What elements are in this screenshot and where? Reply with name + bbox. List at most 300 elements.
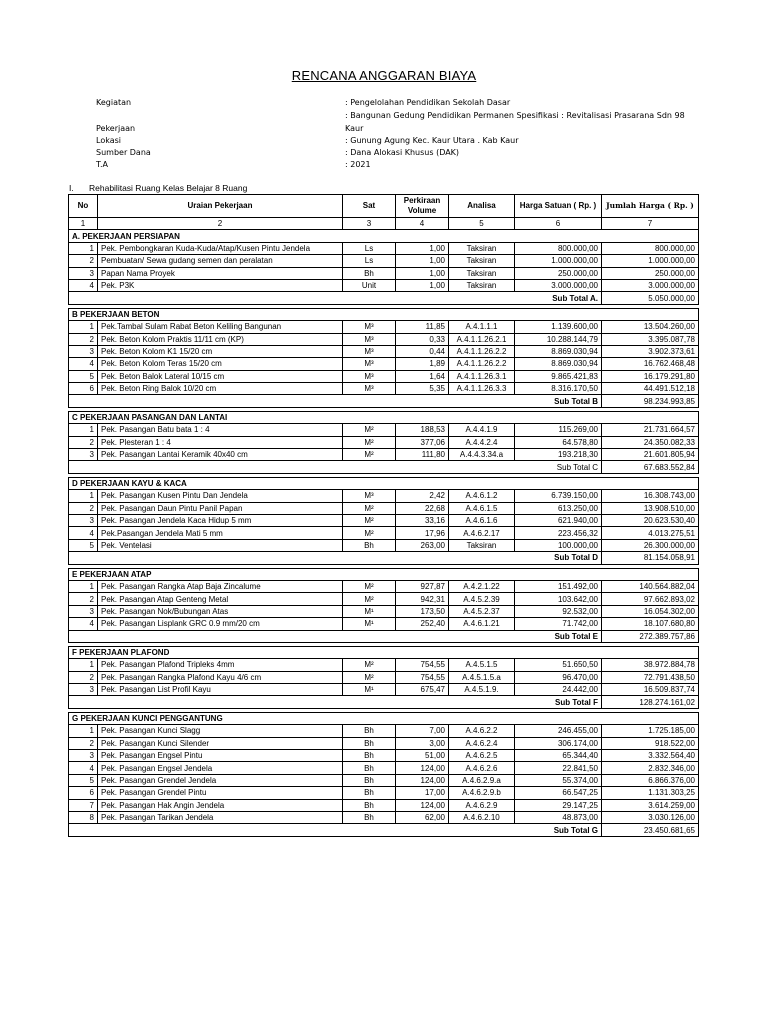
table-cell: A.4.5.1.9. <box>449 684 515 696</box>
table-cell: 33,16 <box>396 514 449 526</box>
table-cell: 16.179.291,80 <box>602 370 699 382</box>
table-cell: 3 <box>69 684 98 696</box>
table-cell: 1.139.600,00 <box>515 321 602 333</box>
table-cell: 2 <box>69 737 98 749</box>
info-label: T.A <box>96 160 108 169</box>
table-cell: M³ <box>343 333 396 345</box>
table-cell: 675,47 <box>396 684 449 696</box>
table-cell: Pek. Pasangan Hak Angin Jendela <box>98 799 343 811</box>
table-cell: 7 <box>69 799 98 811</box>
table-cell: 103.642,00 <box>515 593 602 605</box>
table-cell: 22,68 <box>396 502 449 514</box>
group-title: C PEKERJAAN PASANGAN DAN LANTAI <box>69 411 699 423</box>
table-cell: Pek. Pembongkaran Kuda-Kuda/Atap/Kusen Pintu Jendela <box>98 242 343 254</box>
subtotal-value: 5.050.000,00 <box>602 292 699 304</box>
table-cell: 754,55 <box>396 671 449 683</box>
table-row <box>69 242 699 254</box>
table-cell: Pek. Pasangan Engsel Pintu <box>98 750 343 762</box>
table-row <box>69 436 699 448</box>
info-value: : Gunung Agung Kec. Kaur Utara . Kab Kaur <box>345 136 519 145</box>
table-cell: 64.578,80 <box>515 436 602 448</box>
column-number: 1 <box>69 218 98 230</box>
col-volume: Perkiraan Volume <box>396 195 449 218</box>
table-cell: 13.504.260,00 <box>602 321 699 333</box>
table-row <box>69 605 699 617</box>
group-title: E PEKERJAAN ATAP <box>69 568 699 580</box>
table-cell: 6 <box>69 787 98 799</box>
col-analisa: Analisa <box>449 195 515 218</box>
table-cell: 1,00 <box>396 242 449 254</box>
table-cell: Pek. Pasangan Jendela Kaca Hidup 5 mm <box>98 514 343 526</box>
table-cell: A.4.6.2.9.a <box>449 774 515 786</box>
info-value: : Bangunan Gedung Pendidikan Permanen Spesifikasi : Revitalisasi Prasarana Sdn 98 <box>345 111 685 120</box>
table-cell: A.4.1.1.1 <box>449 321 515 333</box>
table-cell: A.4.5.1.5 <box>449 659 515 671</box>
table-cell: Pek. Pasangan Rangka Plafond Kayu 4/6 cm <box>98 671 343 683</box>
subtotal-value: 23.450.681,65 <box>602 824 699 836</box>
table-cell: Ls <box>343 242 396 254</box>
info-label: Sumber Dana <box>96 148 151 157</box>
col-uraian: Uraian Pekerjaan <box>98 195 343 218</box>
table-cell: 24.442,00 <box>515 684 602 696</box>
subtotal-label: Sub Total C <box>69 461 602 473</box>
table-cell: 3 <box>69 750 98 762</box>
table-cell: M² <box>343 502 396 514</box>
table-cell: 377,06 <box>396 436 449 448</box>
table-row <box>69 267 699 279</box>
table-cell: Pek. Ventelasi <box>98 539 343 551</box>
table-cell: 13.908.510,00 <box>602 502 699 514</box>
table-cell: Pek. Beton Balok Lateral 10/15 cm <box>98 370 343 382</box>
table-cell: 7,00 <box>396 725 449 737</box>
subtotal-row <box>69 552 699 564</box>
table-cell: 2 <box>69 593 98 605</box>
table-cell: 5 <box>69 774 98 786</box>
table-row <box>69 762 699 774</box>
table-cell: 29.147,25 <box>515 799 602 811</box>
table-cell: 3.332.564,40 <box>602 750 699 762</box>
table-row <box>69 659 699 671</box>
table-cell: A.4.1.1.26.3.3 <box>449 383 515 395</box>
table-cell: A.4.6.1.21 <box>449 618 515 630</box>
table-cell: 4 <box>69 762 98 774</box>
table-cell: Pek. Pasangan Kunci Slagg <box>98 725 343 737</box>
table-cell: 800.000,00 <box>515 242 602 254</box>
table-cell: 8.316.170,50 <box>515 383 602 395</box>
column-number: 5 <box>449 218 515 230</box>
table-cell: 252,40 <box>396 618 449 630</box>
table-cell: Pek. Pasangan Kusen Pintu Dan Jendela <box>98 490 343 502</box>
info-label: Pekerjaan <box>96 124 136 133</box>
table-cell: M³ <box>343 345 396 357</box>
table-row <box>69 345 699 357</box>
table-cell: Ls <box>343 255 396 267</box>
table-cell: Bh <box>343 725 396 737</box>
table-cell: 1 <box>69 580 98 592</box>
table-cell: M¹ <box>343 618 396 630</box>
table-row <box>69 321 699 333</box>
table-cell: 140.564.882,04 <box>602 580 699 592</box>
table-cell: A.4.6.2.10 <box>449 811 515 823</box>
info-value: Kaur <box>345 124 364 133</box>
table-cell: 71.742,00 <box>515 618 602 630</box>
table-cell: 44.491.512,18 <box>602 383 699 395</box>
table-cell: 3,00 <box>396 737 449 749</box>
column-number: 3 <box>343 218 396 230</box>
table-cell: A.4.2.1.22 <box>449 580 515 592</box>
page-title: RENCANA ANGGARAN BIAYA <box>291 68 477 83</box>
table-cell: 115.269,00 <box>515 424 602 436</box>
table-row <box>69 333 699 345</box>
group-header <box>69 477 699 489</box>
table-cell: 621.940,00 <box>515 514 602 526</box>
subtotal-row <box>69 461 699 473</box>
table-cell: 16.308.743,00 <box>602 490 699 502</box>
table-cell: 8.869.030,94 <box>515 358 602 370</box>
table-cell: A.4.4.1.9 <box>449 424 515 436</box>
table-cell: 1,64 <box>396 370 449 382</box>
table-cell: Unit <box>343 279 396 291</box>
table-cell: 8 <box>69 811 98 823</box>
table-cell: M³ <box>343 358 396 370</box>
info-value: : Pengelolahan Pendidikan Sekolah Dasar <box>345 98 511 107</box>
col-harga: Harga Satuan ( Rp. ) <box>515 195 602 218</box>
group-title: D PEKERJAAN KAYU & KACA <box>69 477 699 489</box>
table-cell: 3.000.000,00 <box>515 279 602 291</box>
table-row <box>69 449 699 461</box>
table-cell: 3 <box>69 514 98 526</box>
table-cell: 16.509.837,74 <box>602 684 699 696</box>
table-cell: 6 <box>69 383 98 395</box>
table-cell: 24.350.082,33 <box>602 436 699 448</box>
subtotal-value: 272.389.757,86 <box>602 630 699 642</box>
column-number-row <box>69 218 699 230</box>
table-cell: A.4.6.2.2 <box>449 725 515 737</box>
table-cell: 1.725.185,00 <box>602 725 699 737</box>
table-row <box>69 383 699 395</box>
table-cell: 62,00 <box>396 811 449 823</box>
table-cell: A.4.6.2.5 <box>449 750 515 762</box>
table-cell: 3.000.000,00 <box>602 279 699 291</box>
table-cell: M² <box>343 424 396 436</box>
table-cell: 3 <box>69 267 98 279</box>
table-cell: Pek.Pasangan Jendela Mati 5 mm <box>98 527 343 539</box>
table-cell: M¹ <box>343 684 396 696</box>
table-row <box>69 539 699 551</box>
table-cell: 66.547,25 <box>515 787 602 799</box>
table-cell: 124,00 <box>396 799 449 811</box>
group-header <box>69 712 699 724</box>
table-cell: A.4.6.2.9 <box>449 799 515 811</box>
table-cell: 38.972.884,78 <box>602 659 699 671</box>
table-cell: Bh <box>343 774 396 786</box>
table-cell: 72.791.438,50 <box>602 671 699 683</box>
table-cell: Pek. Pasangan Batu bata 1 : 4 <box>98 424 343 436</box>
column-number: 2 <box>98 218 343 230</box>
table-cell: 51,00 <box>396 750 449 762</box>
table-cell: 250.000,00 <box>515 267 602 279</box>
table-row <box>69 684 699 696</box>
table-row <box>69 671 699 683</box>
subtotal-value: 128.274.161,02 <box>602 696 699 708</box>
table-cell: 100.000,00 <box>515 539 602 551</box>
table-cell: Bh <box>343 799 396 811</box>
table-cell: Pek. Pasangan Daun Pintu Panil Papan <box>98 502 343 514</box>
column-number: 6 <box>515 218 602 230</box>
table-cell: 11,85 <box>396 321 449 333</box>
table-cell: A.4.6.1.5 <box>449 502 515 514</box>
table-cell: A.4.6.2.9.b <box>449 787 515 799</box>
table-cell: 246.455,00 <box>515 725 602 737</box>
table-cell: Pek. Pasangan Tarikan Jendela <box>98 811 343 823</box>
table-cell: Pek. Pasangan List Profil Kayu <box>98 684 343 696</box>
table-cell: 5 <box>69 539 98 551</box>
table-cell: Pek. Pasangan Grendel Jendela <box>98 774 343 786</box>
table-row <box>69 255 699 267</box>
table-cell: Taksiran <box>449 267 515 279</box>
table-row <box>69 787 699 799</box>
table-cell: Pek. Pasangan Kunci Silender <box>98 737 343 749</box>
table-cell: A.4.1.1.26.2.2 <box>449 345 515 357</box>
table-cell: Bh <box>343 811 396 823</box>
table-cell: A.4.6.1.6 <box>449 514 515 526</box>
info-label: Kegiatan <box>96 98 132 107</box>
group-title: A. PEKERJAAN PERSIAPAN <box>69 230 699 242</box>
table-cell: 1 <box>69 242 98 254</box>
table-cell: Pek. Pasangan Atap Genteng Metal <box>98 593 343 605</box>
table-cell: 5,35 <box>396 383 449 395</box>
table-cell: 193.218,30 <box>515 449 602 461</box>
table-cell: 151.492,00 <box>515 580 602 592</box>
table-row <box>69 514 699 526</box>
subtotal-label: Sub Total F <box>69 696 602 708</box>
table-row <box>69 370 699 382</box>
subtotal-value: 67.683.552,84 <box>602 461 699 473</box>
subtotal-label: Sub Total A. <box>69 292 602 304</box>
table-cell: 1 <box>69 321 98 333</box>
table-cell: Pek. Pasangan Grendel Pintu <box>98 787 343 799</box>
col-no: No <box>69 195 98 218</box>
table-cell: 1.131.303,25 <box>602 787 699 799</box>
table-row <box>69 593 699 605</box>
section-number: I. <box>69 183 74 193</box>
table-cell: 613.250,00 <box>515 502 602 514</box>
table-cell: A.4.6.2.4 <box>449 737 515 749</box>
col-jumlah: Jumlah Harga ( Rp. ) <box>602 195 699 218</box>
table-cell: A.4.6.2.17 <box>449 527 515 539</box>
table-cell: Pek. P3K <box>98 279 343 291</box>
info-value: : 2021 <box>345 160 371 169</box>
table-cell: 3.614.259,00 <box>602 799 699 811</box>
table-cell: Taksiran <box>449 279 515 291</box>
table-cell: M³ <box>343 321 396 333</box>
table-cell: A.4.4.2.4 <box>449 436 515 448</box>
table-cell: 111,80 <box>396 449 449 461</box>
table-cell: 3 <box>69 449 98 461</box>
table-cell: 263,00 <box>396 539 449 551</box>
table-cell: 2 <box>69 502 98 514</box>
table-cell: A.4.1.1.26.3.1 <box>449 370 515 382</box>
table-cell: 22.841,50 <box>515 762 602 774</box>
table-cell: 173,50 <box>396 605 449 617</box>
table-cell: Pembuatan/ Sewa gudang semen dan peralatan <box>98 255 343 267</box>
table-cell: 3.902.373,61 <box>602 345 699 357</box>
info-value: : Dana Alokasi Khusus (DAK) <box>345 148 460 157</box>
table-row <box>69 774 699 786</box>
table-cell: M² <box>343 580 396 592</box>
table-cell: 1,00 <box>396 267 449 279</box>
table-row <box>69 279 699 291</box>
table-cell: Bh <box>343 267 396 279</box>
group-header <box>69 230 699 242</box>
table-cell: Pek. Pasangan Rangka Atap Baja Zincalume <box>98 580 343 592</box>
table-row <box>69 750 699 762</box>
table-cell: 754,55 <box>396 659 449 671</box>
table-cell: A.4.4.3.34.a <box>449 449 515 461</box>
table-cell: 9.865.421,83 <box>515 370 602 382</box>
table-cell: M² <box>343 671 396 683</box>
table-cell: 96.470,00 <box>515 671 602 683</box>
table-row <box>69 618 699 630</box>
table-cell: Bh <box>343 787 396 799</box>
subtotal-row <box>69 292 699 304</box>
table-cell: 21.731.664,57 <box>602 424 699 436</box>
table-cell: Taksiran <box>449 255 515 267</box>
table-cell: 918.522,00 <box>602 737 699 749</box>
table-row <box>69 811 699 823</box>
table-cell: 16.762.468,48 <box>602 358 699 370</box>
info-label: Lokasi <box>96 136 121 145</box>
table-cell: Pek. Beton Ring Balok 10/20 cm <box>98 383 343 395</box>
table-row <box>69 490 699 502</box>
table-cell: Bh <box>343 762 396 774</box>
section-title: Rehabilitasi Ruang Kelas Belajar 8 Ruang <box>89 183 248 193</box>
table-cell: 17,00 <box>396 787 449 799</box>
table-cell: 1.000.000,00 <box>515 255 602 267</box>
table-cell: 250.000,00 <box>602 267 699 279</box>
subtotal-row <box>69 630 699 642</box>
table-cell: 2 <box>69 255 98 267</box>
table-cell: 3.030.126,00 <box>602 811 699 823</box>
table-row <box>69 725 699 737</box>
group-header <box>69 646 699 658</box>
group-title: G PEKERJAAN KUNCI PENGGANTUNG <box>69 712 699 724</box>
table-cell: Pek. Pasangan Lantai Keramik 40x40 cm <box>98 449 343 461</box>
table-cell: 223.456,32 <box>515 527 602 539</box>
table-cell: 4 <box>69 279 98 291</box>
table-cell: A.4.6.2.6 <box>449 762 515 774</box>
table-cell: 1 <box>69 659 98 671</box>
table-header <box>69 195 699 218</box>
table-body <box>69 218 699 837</box>
subtotal-value: 98.234.993,85 <box>602 395 699 407</box>
table-cell: 2 <box>69 436 98 448</box>
table-cell: Pek. Pasangan Lisplank GRC 0.9 mm/20 cm <box>98 618 343 630</box>
table-cell: 1 <box>69 424 98 436</box>
subtotal-label: Sub Total D <box>69 552 602 564</box>
table-cell: Pek. Beton Kolom Teras 15/20 cm <box>98 358 343 370</box>
table-cell: 2 <box>69 333 98 345</box>
table-cell: M¹ <box>343 605 396 617</box>
subtotal-value: 81.154.058,91 <box>602 552 699 564</box>
column-number: 4 <box>396 218 449 230</box>
table-cell: M³ <box>343 490 396 502</box>
table-cell: M² <box>343 449 396 461</box>
table-cell: Pek. Beton Kolom Praktis 11/11 cm (KP) <box>98 333 343 345</box>
table-cell: 124,00 <box>396 762 449 774</box>
table-cell: 1,89 <box>396 358 449 370</box>
group-title: B PEKERJAAN BETON <box>69 308 699 320</box>
table-cell: Bh <box>343 737 396 749</box>
table-cell: A.4.5.1.5.a <box>449 671 515 683</box>
table-row <box>69 527 699 539</box>
table-cell: 65.344,40 <box>515 750 602 762</box>
table-cell: Bh <box>343 539 396 551</box>
table-cell: 55.374,00 <box>515 774 602 786</box>
table-cell: Pek.Tambal Sulam Rabat Beton Keliling Bangunan <box>98 321 343 333</box>
group-title: F PEKERJAAN PLAFOND <box>69 646 699 658</box>
table-cell: 0,44 <box>396 345 449 357</box>
table-cell: 2,42 <box>396 490 449 502</box>
table-cell: 3 <box>69 605 98 617</box>
table-cell: 17,96 <box>396 527 449 539</box>
table-cell: 6.739.150,00 <box>515 490 602 502</box>
table-cell: 48.873,00 <box>515 811 602 823</box>
table-cell: Pek. Pasangan Plafond Tripleks 4mm <box>98 659 343 671</box>
table-cell: 124,00 <box>396 774 449 786</box>
table-cell: A.4.1.1.26.2.1 <box>449 333 515 345</box>
table-cell: 1 <box>69 725 98 737</box>
table-cell: 1 <box>69 490 98 502</box>
table-row <box>69 580 699 592</box>
table-cell: 800.000,00 <box>602 242 699 254</box>
table-cell: 5 <box>69 370 98 382</box>
table-cell: Bh <box>343 750 396 762</box>
table-cell: 10.288.144,79 <box>515 333 602 345</box>
table-cell: 306.174,00 <box>515 737 602 749</box>
table-cell: M³ <box>343 370 396 382</box>
table-cell: M² <box>343 593 396 605</box>
table-cell: Taksiran <box>449 242 515 254</box>
table-cell: 97.662.893,02 <box>602 593 699 605</box>
subtotal-label: Sub Total E <box>69 630 602 642</box>
table-cell: 8.869.030,94 <box>515 345 602 357</box>
table-cell: 4 <box>69 527 98 539</box>
table-cell: Pek. Beton Kolom K1 15/20 cm <box>98 345 343 357</box>
table-cell: 6.866.376,00 <box>602 774 699 786</box>
column-number: 7 <box>602 218 699 230</box>
table-cell: 26.300.000,00 <box>602 539 699 551</box>
table-row <box>69 424 699 436</box>
table-cell: Pek. Pasangan Nok/Bubungan Atas <box>98 605 343 617</box>
table-cell: 1,00 <box>396 279 449 291</box>
group-header <box>69 308 699 320</box>
table-cell: 3.395.087,78 <box>602 333 699 345</box>
table-cell: Papan Nama Proyek <box>98 267 343 279</box>
table-cell: M³ <box>343 383 396 395</box>
subtotal-row <box>69 824 699 836</box>
col-sat: Sat <box>343 195 396 218</box>
group-header <box>69 568 699 580</box>
table-row <box>69 799 699 811</box>
table-cell: 3 <box>69 345 98 357</box>
table-cell: 1.000.000,00 <box>602 255 699 267</box>
table-cell: M² <box>343 527 396 539</box>
subtotal-row <box>69 395 699 407</box>
table-cell: Taksiran <box>449 539 515 551</box>
table-cell: M² <box>343 436 396 448</box>
table-cell: 2.832.346,00 <box>602 762 699 774</box>
